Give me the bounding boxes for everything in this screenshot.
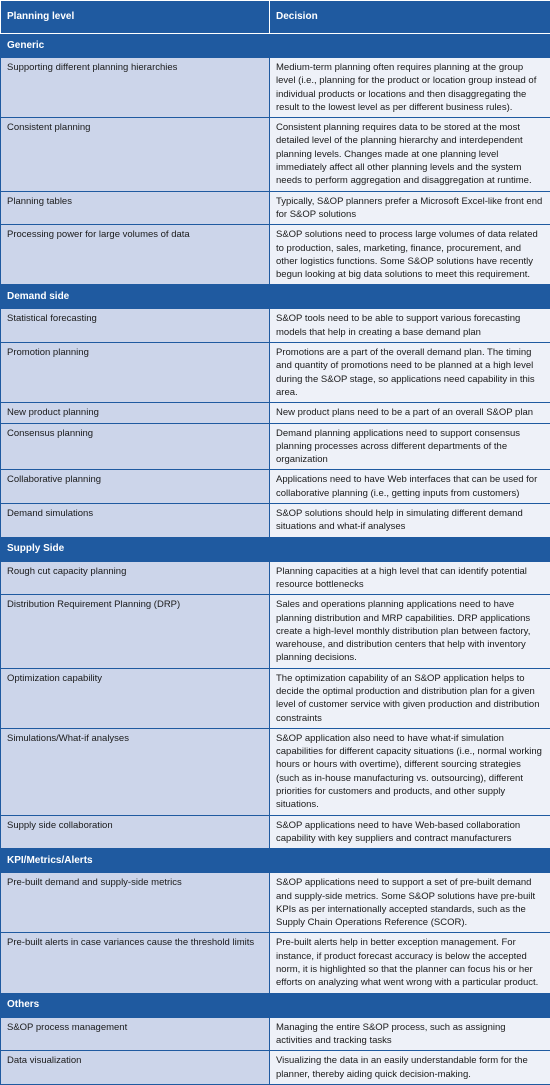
decision-cell: S&OP solutions need to process large volumes of data related to production, sales, marketing, finance, procurement, and other logistics functions. Some S&OP solutions have recently begun looking at big data solutions to meet this requirement. [270, 225, 550, 285]
decision-cell: Visualizing the data in an easily understandable form for the planner, thereby aiding quick decision-making. [270, 1051, 550, 1085]
decision-cell: Typically, S&OP planners prefer a Microsoft Excel-like front end for S&OP solutions [270, 191, 550, 225]
decision-cell: Pre-built alerts help in better exception management. For instance, if product forecast accuracy is below the accepted norm, it is highlighted so that the planner can focus his or her efforts on analyzing what went wrong with a particular product. [270, 933, 550, 993]
table-row [1, 595, 550, 668]
section-header-row [1, 34, 550, 58]
table-row [1, 403, 550, 423]
section-title: KPI/Metrics/Alerts [1, 849, 550, 873]
decision-cell: Medium-term planning often requires planning at the group level (i.e., planning for the product or location group instead of individual products or locations and then disaggregating the result to the lowest level as per different business rules). [270, 58, 550, 118]
table-row [1, 815, 550, 849]
table-row [1, 309, 550, 343]
decision-cell: S&OP applications need to have Web-based collaboration capability with key suppliers and contract manufacturers [270, 815, 550, 849]
planning-level-cell: Processing power for large volumes of data [1, 225, 270, 285]
planning-level-cell: Statistical forecasting [1, 309, 270, 343]
section-title: Demand side [1, 285, 550, 309]
decision-cell: S&OP applications need to support a set of pre-built demand and supply-side metrics. Some S&OP solutions have pre-built KPIs as per internationally accepted standards, such as the Supply Chain Operations Reference (SCOR). [270, 873, 550, 933]
decision-cell: New product plans need to be a part of an overall S&OP plan [270, 403, 550, 423]
decision-cell: Managing the entire S&OP process, such as assigning activities and tracking tasks [270, 1017, 550, 1051]
section-header-row [1, 537, 550, 561]
planning-level-cell: Collaborative planning [1, 470, 270, 504]
section-header-row [1, 993, 550, 1017]
table-header-row [1, 1, 550, 34]
decision-cell: Promotions are a part of the overall demand plan. The timing and quantity of promotions need to be planned at a high level during the S&OP stage, so applications need capability in this area. [270, 343, 550, 403]
planning-level-cell: Rough cut capacity planning [1, 561, 270, 595]
table-row [1, 58, 550, 118]
planning-level-cell: Planning tables [1, 191, 270, 225]
planning-level-cell: New product planning [1, 403, 270, 423]
planning-level-cell: Distribution Requirement Planning (DRP) [1, 595, 270, 668]
decision-cell: Applications need to have Web interfaces that can be used for collaborative planning (i.e., getting inputs from customers) [270, 470, 550, 504]
section-header-row [1, 285, 550, 309]
section-title: Supply Side [1, 537, 550, 561]
planning-level-cell: Consistent planning [1, 118, 270, 191]
planning-level-cell: Consensus planning [1, 423, 270, 470]
table-row [1, 191, 550, 225]
section-title: Others [1, 993, 550, 1017]
decision-cell: S&OP solutions should help in simulating different demand situations and what-if analyses [270, 504, 550, 538]
planning-level-cell: Promotion planning [1, 343, 270, 403]
table-row [1, 933, 550, 993]
planning-level-cell: Simulations/What-if analyses [1, 728, 270, 815]
table-row [1, 873, 550, 933]
planning-level-cell: Supporting different planning hierarchies [1, 58, 270, 118]
decision-cell: Planning capacities at a high level that can identify potential resource bottlenecks [270, 561, 550, 595]
column-header-decision: Decision [270, 1, 550, 34]
table-row [1, 470, 550, 504]
section-title: Generic [1, 34, 550, 58]
planning-level-cell: Pre-built demand and supply-side metrics [1, 873, 270, 933]
decision-cell: Demand planning applications need to support consensus planning processes across different departments of the organization [270, 423, 550, 470]
planning-level-cell: S&OP process management [1, 1017, 270, 1051]
table-row [1, 561, 550, 595]
column-header-planning-level: Planning level [1, 1, 270, 34]
table-row [1, 504, 550, 538]
decision-cell: S&OP tools need to be able to support various forecasting models that help in creating a base demand plan [270, 309, 550, 343]
decision-cell: Consistent planning requires data to be stored at the most detailed level of the planning hierarchy and interdependent planning levels. Changes made at one planning level immediately affect all other planning levels and the system needs to perform aggregation and disaggregation at runtime. [270, 118, 550, 191]
planning-level-cell: Data visualization [1, 1051, 270, 1085]
decision-cell: Sales and operations planning applications need to have planning distribution and MRP capabilities. DRP applications create a high-level monthly distribution plan between factory, warehouse, and distribution centers that help with inventory planning decisions. [270, 595, 550, 668]
table-row [1, 1017, 550, 1051]
table-row [1, 728, 550, 815]
decision-cell: The optimization capability of an S&OP application helps to decide the optimal production and distribution plan for a given level of customer service with given production and distribution constraints [270, 668, 550, 728]
planning-level-cell: Optimization capability [1, 668, 270, 728]
table-body [1, 34, 550, 1085]
table-row [1, 225, 550, 285]
planning-level-cell: Supply side collaboration [1, 815, 270, 849]
table-row [1, 1051, 550, 1085]
table-row [1, 423, 550, 470]
table-row [1, 343, 550, 403]
planning-level-cell: Pre-built alerts in case variances cause the threshold limits [1, 933, 270, 993]
table-row [1, 668, 550, 728]
section-header-row [1, 849, 550, 873]
decision-cell: S&OP application also need to have what-if simulation capabilities for different capacity situations (i.e., normal working hours or hours with overtime), different sourcing strategies (such as in-house manufacturing vs. outsourcing), different priorities for customers and products, and other supply situations. [270, 728, 550, 815]
planning-level-cell: Demand simulations [1, 504, 270, 538]
table-row [1, 118, 550, 191]
